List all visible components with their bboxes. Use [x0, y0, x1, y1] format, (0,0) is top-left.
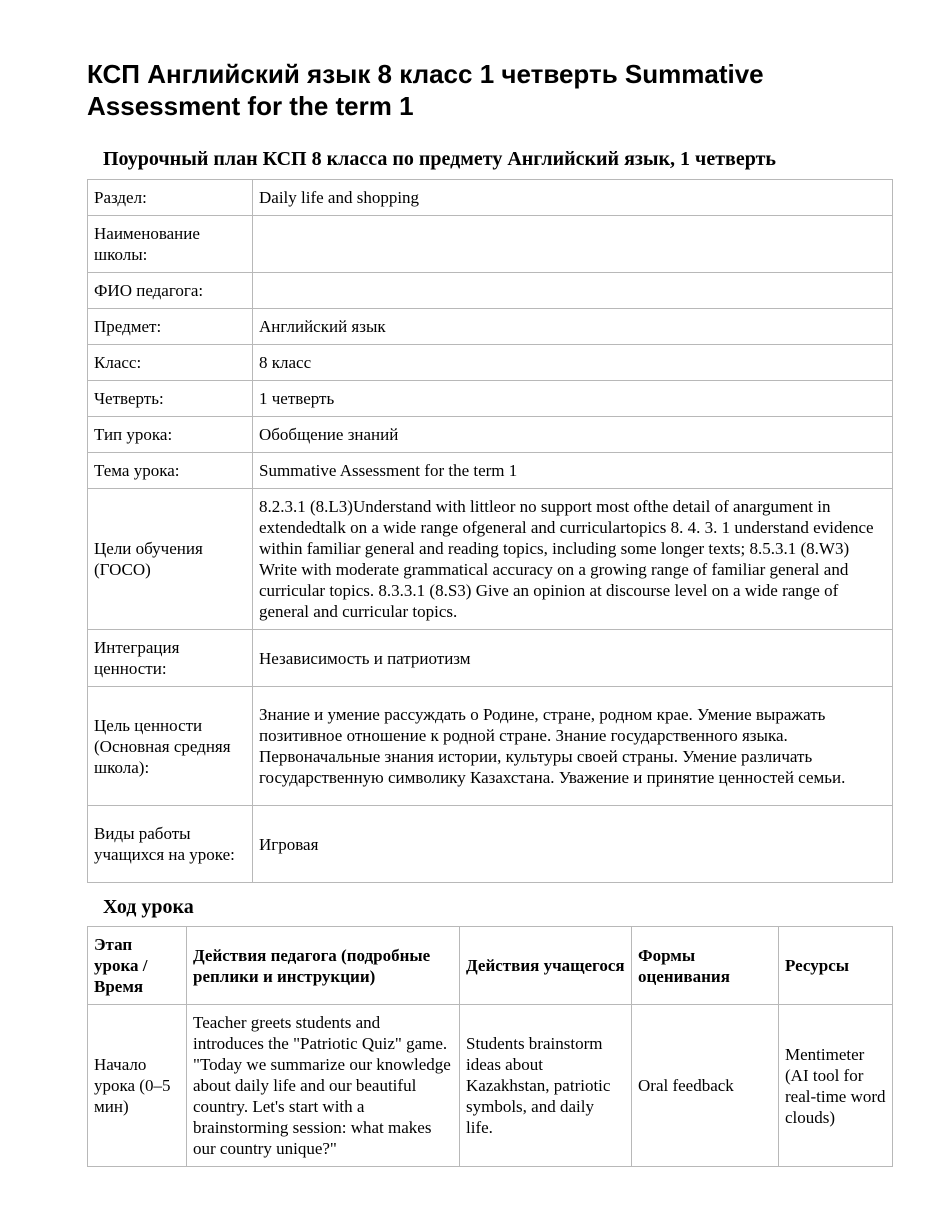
table-cell: Начало урока (0–5 мин)	[88, 1005, 187, 1167]
info-label: ФИО педагога:	[88, 273, 253, 309]
lesson-table	[87, 926, 893, 1167]
table-row	[88, 345, 893, 381]
table-cell: Students brainstorm ideas about Kazakhstan, patriotic symbols, and daily life.	[460, 1005, 632, 1167]
info-label: Раздел:	[88, 180, 253, 216]
table-row	[88, 489, 893, 630]
document-title: КСП Английский язык 8 класс 1 четверть Summative Assessment for the term 1	[87, 59, 764, 121]
table-row	[88, 687, 893, 806]
info-value: Знание и умение рассуждать о Родине, стране, родном крае. Умение выражать позитивное отношение к родной стране. Знание государственного языка. Первоначальные знания истории, культуры своей страны. Умение различать государственную символику Казахстана. Уважение и принятие ценностей семьи.	[253, 687, 893, 806]
info-value: Английский язык	[253, 309, 893, 345]
table-header-row	[88, 927, 893, 1005]
table-row	[88, 453, 893, 489]
table-row	[88, 180, 893, 216]
document-page	[87, 58, 893, 1167]
info-label: Тип урока:	[88, 417, 253, 453]
column-header: Действия учащегося	[460, 927, 632, 1005]
info-value	[253, 216, 893, 273]
table-row	[88, 630, 893, 687]
info-table	[87, 179, 893, 883]
table-row	[88, 806, 893, 883]
table-row	[88, 1005, 893, 1167]
column-header: Формы оценивания	[632, 927, 779, 1005]
table-row	[88, 381, 893, 417]
info-label: Предмет:	[88, 309, 253, 345]
info-label: Цели обучения (ГОСО)	[88, 489, 253, 630]
table-row	[88, 273, 893, 309]
column-header: Ресурсы	[779, 927, 893, 1005]
table-row	[88, 216, 893, 273]
info-value: 1 четверть	[253, 381, 893, 417]
table-cell: Oral feedback	[632, 1005, 779, 1167]
lesson-heading: Ход урока	[103, 896, 194, 918]
info-value: 8.2.3.1 (8.L3)Understand with littleor no support most ofthe detail of anargument in extendedtalk on a wide range ofgeneral and curriculartopics 8. 4. 3. 1 understand evidence within familiar general and reading topics, including some longer texts; 8.5.3.1 (8.W3) Write with moderate grammatical accuracy on a growing range of familiar general and curricular topics. 8.3.3.1 (8.S3) Give an opinion at discourse level on a wide range of general and curricular topics.	[253, 489, 893, 630]
info-value	[253, 273, 893, 309]
info-value: Игровая	[253, 806, 893, 883]
info-label: Класс:	[88, 345, 253, 381]
info-label: Цель ценности (Основная средняя школа):	[88, 687, 253, 806]
info-label: Интеграция ценности:	[88, 630, 253, 687]
table-cell: Teacher greets students and introduces the "Patriotic Quiz" game. "Today we summarize our knowledge about daily life and our beautiful country. Let's start with a brainstorming session: what makes our country unique?"	[187, 1005, 460, 1167]
info-value: Summative Assessment for the term 1	[253, 453, 893, 489]
column-header: Действия педагога (подробные реплики и инструкции)	[187, 927, 460, 1005]
info-value: 8 класс	[253, 345, 893, 381]
info-label: Наименование школы:	[88, 216, 253, 273]
info-label: Четверть:	[88, 381, 253, 417]
info-value: Обобщение знаний	[253, 417, 893, 453]
table-row	[88, 417, 893, 453]
info-label: Тема урока:	[88, 453, 253, 489]
plan-heading: Поурочный план КСП 8 класса по предмету Английский язык, 1 четверть	[103, 148, 776, 170]
info-label: Виды работы учащихся на уроке:	[88, 806, 253, 883]
table-row	[88, 309, 893, 345]
info-value: Daily life and shopping	[253, 180, 893, 216]
info-value: Независимость и патриотизм	[253, 630, 893, 687]
column-header: Этап урока / Время	[88, 927, 187, 1005]
table-cell: Mentimeter (AI tool for real-time word clouds)	[779, 1005, 893, 1167]
